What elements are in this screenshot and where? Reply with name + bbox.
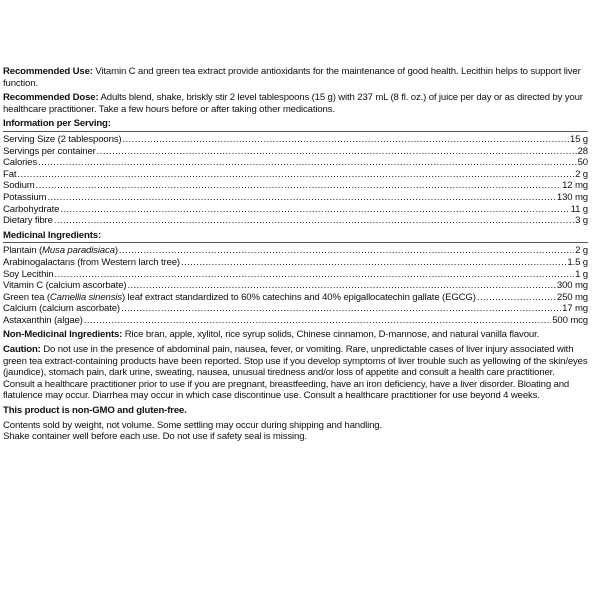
ingredient-label [3, 280, 126, 292]
non-gmo-text: This product is non-GMO and gluten-free. [3, 405, 187, 417]
serving-row-value: 15 g [569, 133, 588, 145]
information-per-serving [3, 118, 588, 226]
serving-row [3, 215, 588, 227]
serving-row-label: Dietary fibre [3, 215, 53, 227]
medicinal-ingredients [3, 230, 588, 327]
ingredient-amount: 17 mg [562, 303, 588, 315]
non-medicinal-label: Non-Medicinal Ingredients: [3, 329, 123, 341]
serving-row-value: 130 mg [556, 191, 588, 203]
serving-row-label: Servings per container [3, 145, 96, 157]
ingredient-amount: 1 g [575, 268, 588, 280]
ingredient-amount: 300 mg [556, 280, 588, 292]
recommended-use-text: Vitamin C and green tea extract provide antioxidants for the maintenance of good health. Lecithin helps to support liver function. [3, 66, 581, 89]
ingredient-amount: 2 g [575, 245, 588, 257]
leader-dots [17, 169, 574, 181]
serving-row-label: Calories [3, 157, 37, 169]
leader-dots [127, 280, 555, 292]
serving-row [3, 180, 588, 192]
recommended-dose [3, 92, 588, 115]
leader-dots [84, 315, 551, 327]
serving-row-label: Potassium [3, 191, 47, 203]
leader-dots [38, 157, 577, 169]
leader-dots [60, 204, 569, 216]
recommended-use-label: Recommended Use: [3, 66, 93, 77]
ingredient-label-part: Calcium (calcium ascorbate) [3, 303, 120, 315]
shake-note: Shake container well before each use. Do not use if safety seal is missing. [3, 431, 307, 443]
serving-row [3, 169, 588, 181]
serving-row [3, 192, 588, 204]
leader-dots [122, 134, 568, 146]
leader-dots [36, 180, 561, 192]
medicinal-ingredients-heading: Medicinal Ingredients: [3, 229, 101, 241]
ingredient-amount: 1.5 g [567, 256, 588, 268]
divider [3, 242, 588, 243]
product-label [3, 66, 588, 443]
ingredient-row [3, 315, 588, 327]
ingredient-label-part: Green tea ( [3, 291, 50, 303]
ingredient-label [3, 315, 83, 327]
ingredient-label-part: ) leaf extract standardized to 60% catechins and 40% epigallocatechin gallate (EGCG) [122, 291, 476, 303]
serving-row-value: 11 g [570, 203, 588, 215]
ingredient-label-part: ) [114, 245, 118, 257]
leader-dots [119, 245, 574, 257]
serving-rows [3, 134, 588, 227]
ingredient-label [3, 257, 180, 269]
serving-row [3, 204, 588, 216]
recommended-dose-label: Recommended Dose: [3, 92, 99, 104]
serving-row-label: Sodium [3, 180, 35, 192]
serving-row-value: 12 mg [562, 180, 588, 192]
ingredient-row [3, 245, 588, 257]
non-medicinal-text: Rice bran, apple, xylitol, rice syrup solids, Chinese cinnamon, D-mannose, and natural vanilla flavour. [122, 329, 540, 341]
ingredient-label-part: Vitamin C (calcium ascorbate) [3, 280, 127, 292]
leader-dots [54, 215, 574, 227]
medicinal-rows [3, 245, 588, 326]
serving-row-label: Serving Size (2 tablespoons) [3, 133, 122, 145]
ingredient-row [3, 292, 588, 304]
ingredient-row [3, 280, 588, 292]
serving-row-value: 3 g [575, 215, 588, 227]
ingredient-amount: 500 mcg [552, 314, 588, 326]
serving-row-label: Carbohydrate [3, 203, 60, 215]
ingredient-label-part: Plantain ( [3, 245, 43, 257]
ingredient-row [3, 303, 588, 315]
ingredient-label [3, 292, 476, 304]
serving-row [3, 134, 588, 146]
ingredient-label-part: Arabinogalactans (from Western larch tree) [3, 256, 180, 268]
ingredient-label [3, 303, 120, 315]
leader-dots [97, 146, 577, 158]
caution-text: Do not use in the presence of abdominal pain, nausea, fever, or vomiting. Rare, unpredictable cases of liver injury associated with green tea extract-containing products have been reported. Stop use if you develop symptoms of liver trouble such as yellowing of the skin/eyes (jaundice), stomach pain, dark urine, sweating, nausea, unusual tiredness and/or loss of appetite and consult a health care practitioner. Consult a healthcare practitioner prior to use if you are pregnant, breastfeeding, have an iron deficiency, have a liver disorder. Bloating and flatulence may occur. Diarrhea may occur in which case discontinue use. Consult a healthcare practitioner for use beyond 4 weeks. [3, 344, 588, 402]
serving-row [3, 146, 588, 158]
ingredient-amount: 250 mg [556, 291, 588, 303]
serving-row-value: 28 [577, 145, 588, 157]
leader-dots [54, 269, 574, 281]
ingredient-label-part: Astaxanthin (algae) [3, 314, 83, 326]
leader-dots [477, 292, 556, 304]
caution [3, 344, 588, 402]
ingredient-row [3, 257, 588, 269]
caution-label: Caution: [3, 344, 41, 356]
ingredient-label [3, 269, 53, 281]
ingredient-label-part: Soy Lecithin [3, 268, 54, 280]
ingredient-latin-name: Musa paradisiaca [42, 245, 115, 257]
serving-row-label: Fat [3, 168, 17, 180]
ingredient-label [3, 245, 118, 257]
ingredient-latin-name: Camellia sinensis [49, 291, 122, 303]
serving-row-value: 2 g [575, 168, 588, 180]
information-per-serving-heading: Information per Serving: [3, 118, 111, 130]
non-medicinal-ingredients [3, 329, 588, 341]
recommended-dose-text: Adults blend, shake, briskly stir 2 level tablespoons (15 g) with 237 mL (8 fl. oz.) of juice per day or as directed by your healthcare practitioner. Take a few hours before or after taking other medications. [3, 92, 583, 115]
serving-row [3, 157, 588, 169]
contents-note: Contents sold by weight, not volume. Some settling may occur during shipping and handling. [3, 419, 383, 431]
ingredient-row [3, 269, 588, 281]
divider [3, 131, 588, 132]
leader-dots [181, 257, 566, 269]
leader-dots [47, 192, 555, 204]
leader-dots [121, 303, 561, 315]
non-gmo-statement [3, 405, 588, 417]
recommended-use [3, 66, 588, 89]
serving-row-value: 50 [577, 157, 588, 169]
